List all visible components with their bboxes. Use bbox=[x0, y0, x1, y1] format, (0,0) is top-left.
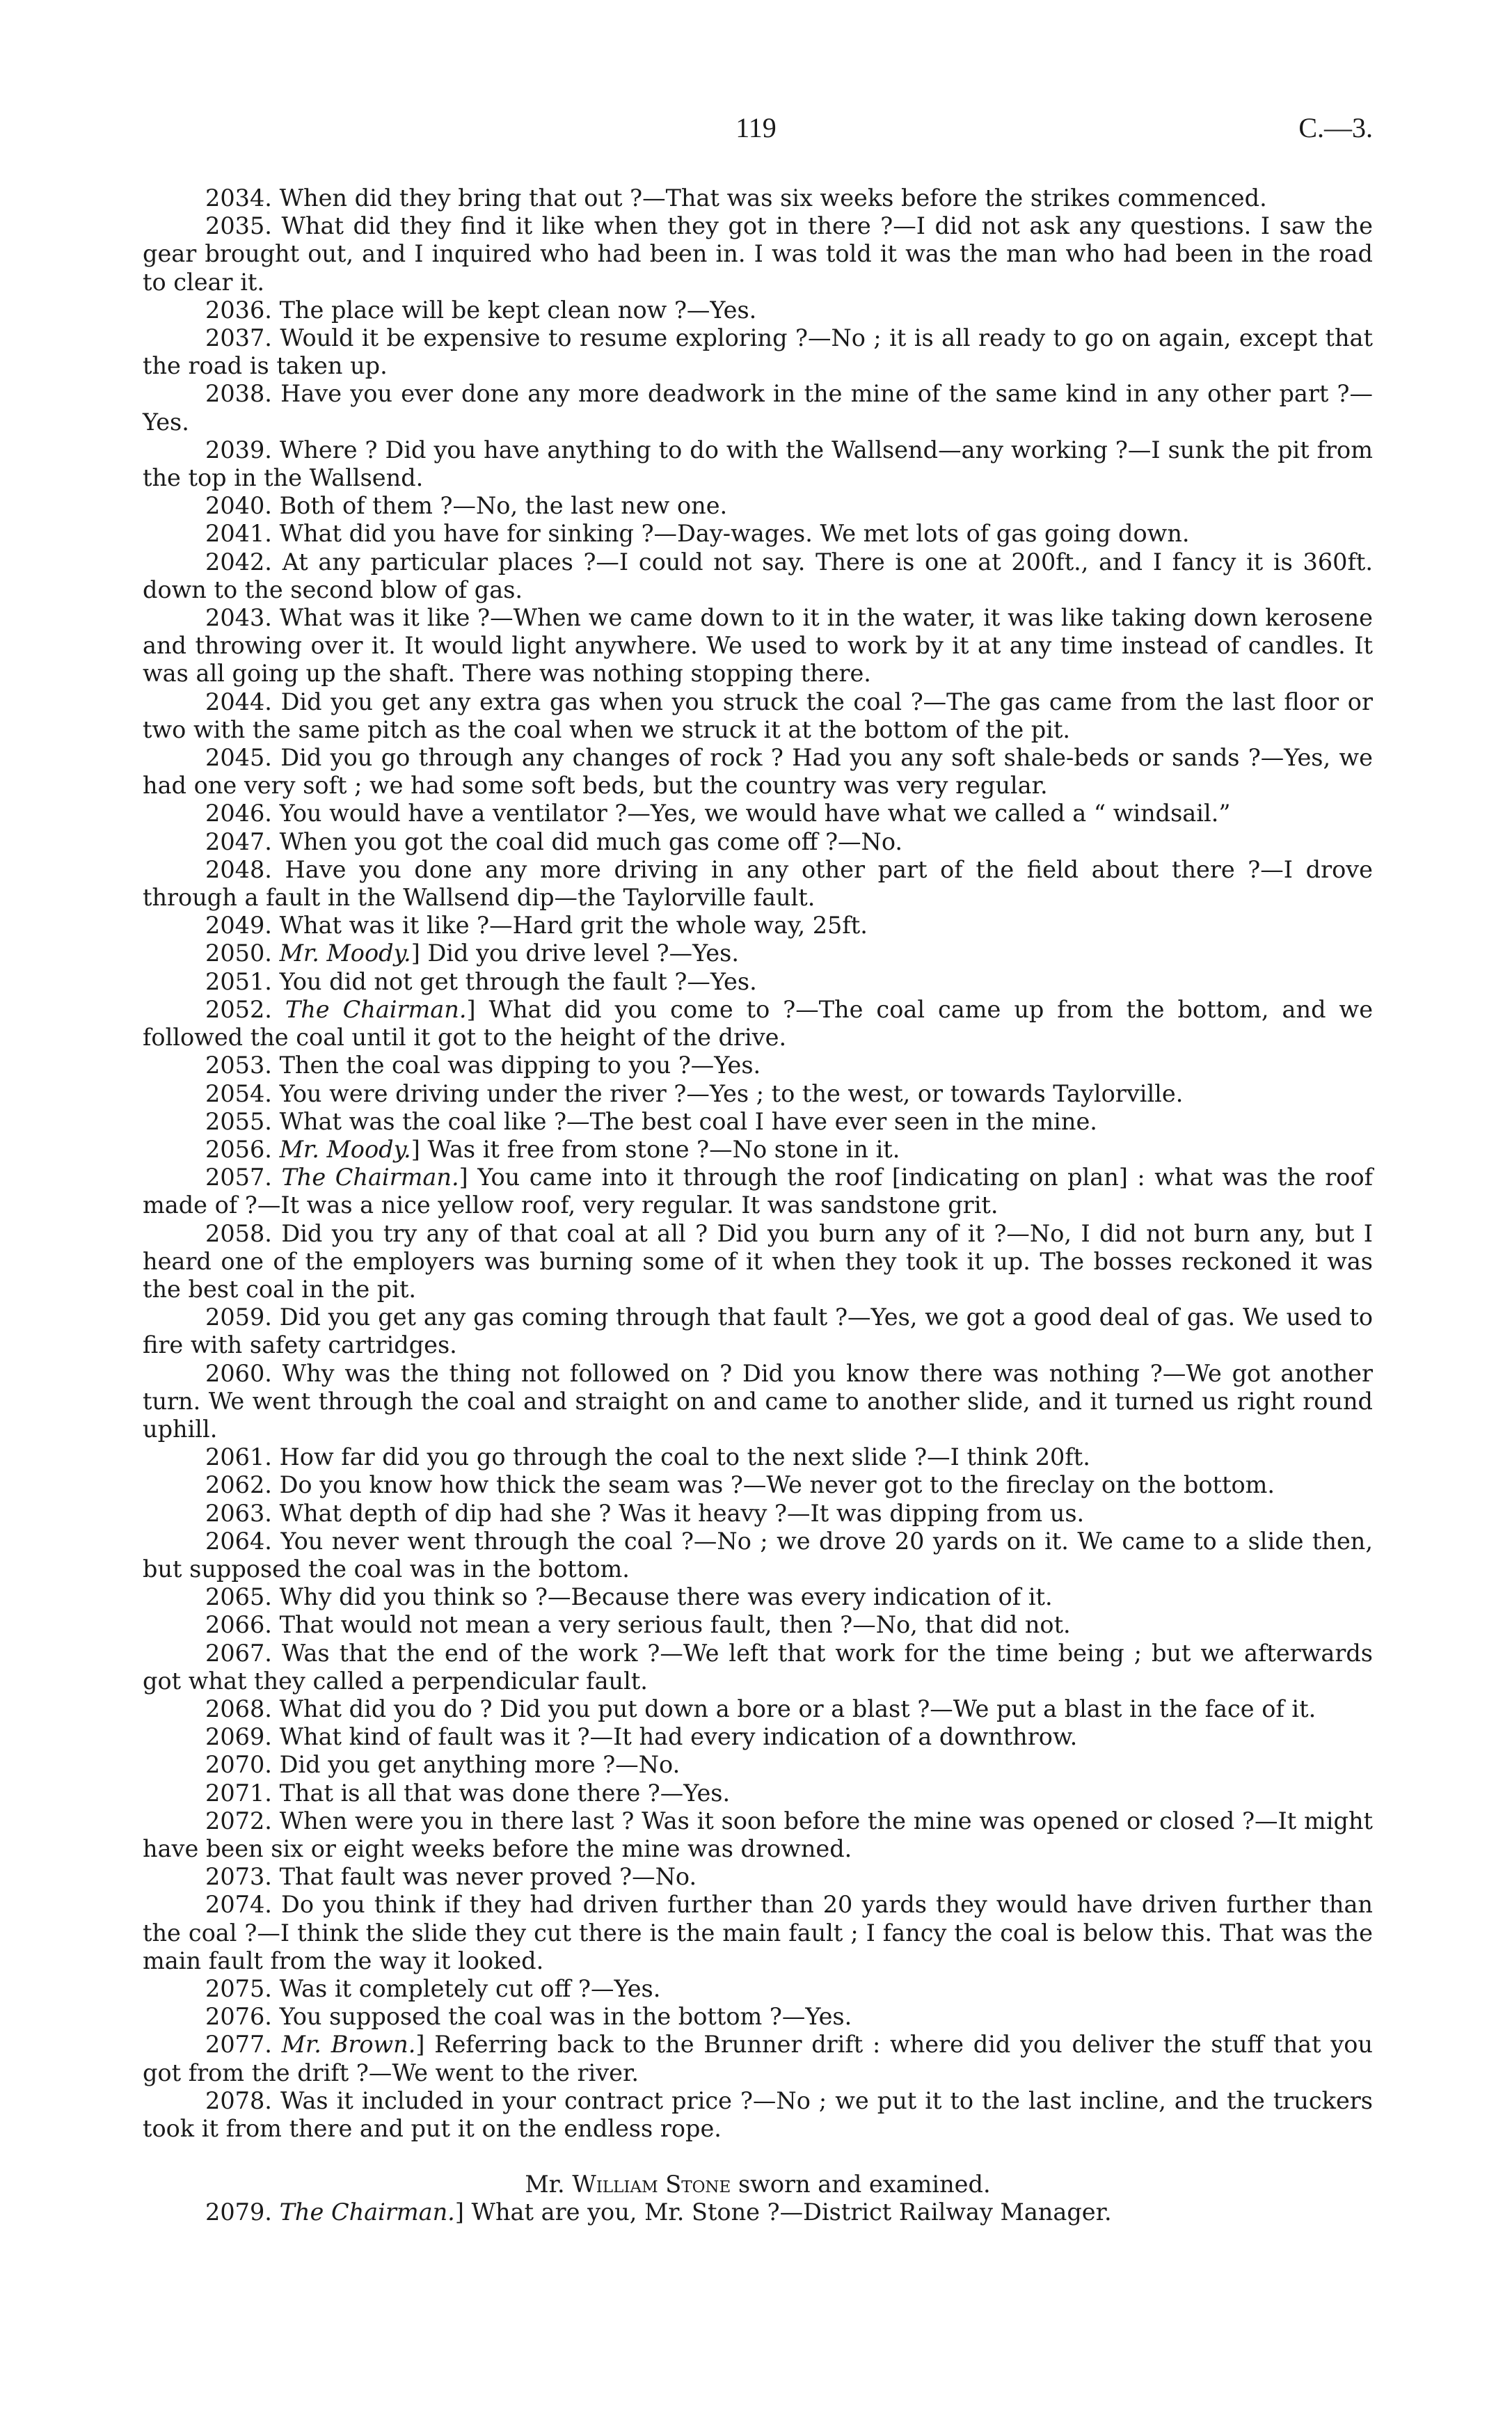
question-paragraph bbox=[143, 1640, 1373, 1695]
question-text: How far did you go through the coal to the next slide ?—I think 20ft. bbox=[279, 1443, 1090, 1471]
question-number: 2079. bbox=[205, 2198, 272, 2226]
question-paragraph: 2079. The Chairman.] What are you, Mr. Stone ?—District Railway Manager. bbox=[205, 2198, 1112, 2226]
question-number: 2038. bbox=[205, 380, 272, 408]
question-text: Did you go through any changes of rock ? Had you any soft shale-beds or sands ?—Yes, we had one very soft ; we had some soft beds, but the country was very regular. bbox=[143, 744, 1374, 800]
question-number: 2053. bbox=[205, 1052, 272, 1079]
question-paragraph bbox=[143, 1863, 1373, 1891]
question-number: 2039. bbox=[205, 436, 272, 463]
question-number: 2040. bbox=[205, 492, 272, 520]
question-text: You did not get through the fault ?—Yes. bbox=[279, 967, 757, 995]
question-paragraph bbox=[143, 1303, 1373, 1359]
question-text: That is all that was done there ?—Yes. bbox=[279, 1779, 731, 1807]
question-paragraph bbox=[143, 492, 1373, 520]
question-paragraph bbox=[143, 548, 1373, 604]
speaker-name: The Chairman. bbox=[281, 1164, 459, 1191]
question-text: You were driving under the river ?—Yes ; to the west, or towards Taylorville. bbox=[279, 1079, 1184, 1107]
question-list bbox=[143, 184, 1373, 2143]
question-text: Why was the thing not followed on ? Did you know there was nothing ?—We got another turn. We went through the coal and straight on and came to another slide, and it turned us right round uphill. bbox=[143, 1359, 1373, 1443]
question-number: 2064. bbox=[205, 1527, 272, 1555]
question-number: 2062. bbox=[205, 1471, 272, 1499]
question-number: 2059. bbox=[205, 1303, 272, 1331]
question-paragraph bbox=[143, 1471, 1373, 1499]
question-text: Do you think if they had driven further than 20 yards they would have driven further than the coal ?—I think the slide they cut there is the main fault ; I fancy the coal is below this. That was the main fault from the way it looked. bbox=[143, 1891, 1373, 1974]
question-text: You came into it through the roof [indicating on plan] : what was the roof made of ?—It was a nice yellow roof, very regular. It was sandstone grit. bbox=[143, 1164, 1374, 1219]
question-number: 2049. bbox=[205, 912, 272, 940]
question-paragraph bbox=[143, 1220, 1373, 1304]
question-text: Did you get any gas coming through that fault ?—Yes, we got a good deal of gas. We used to fire with safety cartridges. bbox=[143, 1303, 1373, 1359]
question-number: 2046. bbox=[205, 800, 272, 827]
question-text: Did you get anything more ?—No. bbox=[279, 1751, 681, 1779]
question-number: 2034. bbox=[205, 184, 272, 212]
question-paragraph: 2056. Mr. Moody.] Was it free from stone ?—No stone in it. bbox=[205, 1135, 900, 1163]
question-number: 2052. bbox=[205, 995, 272, 1023]
question-text: What did they find it like when they got in there ?—I did not ask any questions. I saw the gear brought out, and I inquired who had been in. I was told it was the man who had been in the road to clear it. bbox=[143, 212, 1373, 296]
question-number: 2051. bbox=[205, 967, 272, 995]
question-text: What are you, Mr. Stone ?—District Railway Manager. bbox=[471, 2198, 1112, 2226]
question-number: 2071. bbox=[205, 1779, 272, 1807]
question-text: You never went through the coal ?—No ; we drove 20 yards on it. We came to a slide then, but supposed the coal was in the bottom. bbox=[143, 1527, 1373, 1583]
question-paragraph bbox=[143, 1583, 1373, 1611]
question-paragraph bbox=[143, 968, 1373, 996]
question-number: 2056. bbox=[205, 1135, 272, 1163]
question-text: Was it completely cut off ?—Yes. bbox=[279, 1975, 661, 2002]
question-paragraph bbox=[143, 436, 1373, 492]
question-number: 2043. bbox=[205, 604, 272, 632]
question-text: The place will be kept clean now ?—Yes. bbox=[279, 296, 757, 324]
question-text: Would it be expensive to resume exploring ?—No ; it is all ready to go on again, except that the road is taken up. bbox=[143, 324, 1373, 380]
testimony-body bbox=[143, 184, 1373, 2227]
question-paragraph bbox=[143, 744, 1373, 800]
question-number: 2054. bbox=[205, 1079, 272, 1107]
question-text: You would have a ventilator ?—Yes, we would have what we called a “ windsail.” bbox=[279, 800, 1231, 827]
question-text: Have you done any more driving in any other part of the field about there ?—I drove through a fault in the Wallsend dip—the Taylorville fault. bbox=[143, 855, 1373, 912]
page-number: 119 bbox=[735, 112, 777, 143]
question-number: 2072. bbox=[205, 1807, 272, 1834]
question-number: 2078. bbox=[205, 2086, 272, 2114]
question-paragraph bbox=[143, 604, 1373, 688]
question-text: What was it like ?—Hard grit the whole way, 25ft. bbox=[279, 912, 868, 940]
question-number: 2067. bbox=[205, 1639, 272, 1667]
question-paragraph bbox=[143, 2003, 1373, 2031]
witness-name: William Stone bbox=[572, 2171, 731, 2198]
question-number: 2075. bbox=[205, 1975, 272, 2002]
question-text: You supposed the coal was in the bottom ?—Yes. bbox=[279, 2003, 852, 2031]
question-text: Why did you think so ?—Because there was every indication of it. bbox=[279, 1583, 1053, 1611]
question-number: 2073. bbox=[205, 1863, 272, 1891]
question-paragraph bbox=[143, 1807, 1373, 1863]
question-text: What did you do ? Did you put down a bore or a blast ?—We put a blast in the face of it. bbox=[279, 1695, 1316, 1722]
question-number: 2055. bbox=[205, 1107, 272, 1135]
question-text: When you got the coal did much gas come off ?—No. bbox=[279, 827, 903, 855]
question-number: 2045. bbox=[205, 744, 272, 772]
question-number: 2068. bbox=[205, 1695, 272, 1722]
question-paragraph bbox=[143, 212, 1373, 296]
question-paragraph bbox=[143, 1780, 1373, 1807]
question-number: 2066. bbox=[205, 1611, 272, 1639]
question-paragraph bbox=[143, 1443, 1373, 1471]
question-number: 2065. bbox=[205, 1583, 272, 1611]
question-text: Have you ever done any more deadwork in the mine of the same kind in any other part ?—Yes. bbox=[143, 380, 1373, 436]
question-number: 2048. bbox=[205, 855, 272, 883]
question-paragraph bbox=[143, 1975, 1373, 2003]
question-number: 2058. bbox=[205, 1219, 272, 1247]
question-text: Did you try any of that coal at all ? Did you burn any of it ?—No, I did not burn any, but I heard one of the employers was burning some of it when they took it up. The bosses reckoned it was the best coal in the pit. bbox=[143, 1219, 1373, 1303]
question-text: When did they bring that out ?—That was six weeks before the strikes commenced. bbox=[279, 184, 1267, 212]
question-paragraph: 2057. The Chairman.] You came into it through the roof [indicating on plan] : what was the roof made of ?—It was a nice yellow roof, very regular. It was sandstone grit. bbox=[143, 1164, 1374, 1219]
question-text: Both of them ?—No, the last new one. bbox=[279, 492, 728, 520]
speaker-name: Mr. Moody. bbox=[279, 940, 411, 967]
question-paragraph bbox=[143, 1891, 1373, 1975]
question-text: What depth of dip had she ? Was it heavy ?—It was dipping from us. bbox=[279, 1499, 1085, 1527]
question-paragraph bbox=[143, 184, 1373, 212]
question-paragraph bbox=[143, 380, 1373, 436]
witness-sworn-text: sworn and examined. bbox=[738, 2171, 991, 2198]
question-number: 2077. bbox=[205, 2031, 272, 2059]
question-number: 2035. bbox=[205, 212, 272, 240]
question-paragraph: 2050. Mr. Moody.] Did you drive level ?—Yes. bbox=[205, 940, 739, 967]
question-number: 2060. bbox=[205, 1359, 272, 1387]
question-paragraph bbox=[143, 1723, 1373, 1751]
question-text: That fault was never proved ?—No. bbox=[279, 1863, 697, 1891]
question-text: Did you drive level ?—Yes. bbox=[427, 940, 739, 967]
page-header bbox=[139, 111, 1373, 153]
document-reference: C.—3. bbox=[1298, 112, 1373, 143]
question-number: 2069. bbox=[205, 1723, 272, 1751]
question-paragraph bbox=[143, 324, 1373, 380]
question-number: 2037. bbox=[205, 324, 272, 352]
speaker-name: Mr. Brown. bbox=[281, 2031, 416, 2059]
question-paragraph bbox=[143, 1751, 1373, 1779]
question-text: Then the coal was dipping to you ?—Yes. bbox=[279, 1052, 761, 1079]
question-paragraph: 2077. Mr. Brown.] Referring back to the Brunner drift : where did you deliver the stuff that you got from the drift ?—We went to the river. bbox=[143, 2031, 1374, 2086]
question-paragraph bbox=[143, 1611, 1373, 1639]
question-number: 2057. bbox=[205, 1164, 272, 1191]
question-text: Referring back to the Brunner drift : where did you deliver the stuff that you got from the drift ?—We went to the river. bbox=[143, 2031, 1374, 2086]
question-text: What did you come to ?—The coal came up from the bottom, and we followed the coal until it got to the height of the drive. bbox=[143, 995, 1374, 1052]
question-paragraph bbox=[143, 688, 1373, 744]
question-text: When were you in there last ? Was it soon before the mine was opened or closed ?—It might have been six or eight weeks before the mine was drowned. bbox=[143, 1807, 1373, 1862]
question-paragraph bbox=[143, 296, 1373, 324]
speaker-name: The Chairman. bbox=[285, 995, 467, 1023]
question-number: 2042. bbox=[205, 548, 272, 576]
question-paragraph bbox=[143, 520, 1373, 548]
question-paragraph bbox=[143, 800, 1373, 827]
question-paragraph bbox=[143, 1695, 1373, 1723]
question-text: Where ? Did you have anything to do with the Wallsend—any working ?—I sunk the pit from the top in the Wallsend. bbox=[143, 436, 1373, 492]
question-number: 2063. bbox=[205, 1499, 272, 1527]
question-number: 2044. bbox=[205, 688, 272, 715]
question-text: Did you get any extra gas when you struck the coal ?—The gas came from the last floor or two with the same pitch as the coal when we struck it at the bottom of the pit. bbox=[143, 688, 1373, 743]
witness-prefix: Mr. bbox=[525, 2171, 565, 2198]
question-paragraph bbox=[143, 1080, 1373, 1108]
question-paragraph bbox=[143, 828, 1373, 856]
question-number: 2070. bbox=[205, 1751, 272, 1779]
question-text: What was the coal like ?—The best coal I have ever seen in the mine. bbox=[279, 1107, 1097, 1135]
question-text: Was it included in your contract price ?—No ; we put it to the last incline, and the truckers took it from there and put it on the endless rope. bbox=[143, 2086, 1373, 2143]
question-text: Was that the end of the work ?—We left that work for the time being ; but we afterwards got what they called a perpendicular fault. bbox=[143, 1639, 1373, 1695]
speaker-name: Mr. Moody. bbox=[279, 1135, 411, 1163]
question-number: 2036. bbox=[205, 296, 272, 324]
question-text: What kind of fault was it ?—It had every indication of a downthrow. bbox=[279, 1723, 1078, 1751]
question-paragraph: 2052. The Chairman.] What did you come to ?—The coal came up from the bottom, and we followed the coal until it got to the height of the drive. bbox=[143, 995, 1374, 1052]
question-paragraph bbox=[143, 1360, 1373, 1444]
question-number: 2076. bbox=[205, 2003, 272, 2031]
question-paragraph bbox=[143, 2087, 1373, 2143]
question-text: Was it free from stone ?—No stone in it. bbox=[427, 1135, 900, 1163]
question-paragraph bbox=[143, 912, 1373, 940]
question-text: What was it like ?—When we came down to it in the water, it was like taking down kerosene and throwing over it. It would light anywhere. We used to work by it at any time instead of candles. It was all going up the shaft. There was nothing stopping there. bbox=[143, 604, 1373, 688]
question-text: That would not mean a very serious fault, then ?—No, that did not. bbox=[279, 1611, 1071, 1639]
question-paragraph bbox=[143, 1052, 1373, 1079]
question-text: What did you have for sinking ?—Day-wages. We met lots of gas going down. bbox=[279, 520, 1190, 548]
question-text: Do you know how thick the seam was ?—We never got to the fireclay on the bottom. bbox=[279, 1471, 1275, 1499]
question-number: 2047. bbox=[205, 827, 272, 855]
speaker-name: The Chairman. bbox=[279, 2198, 455, 2226]
question-paragraph bbox=[143, 1528, 1373, 1583]
question-paragraph bbox=[143, 1108, 1373, 1136]
question-paragraph bbox=[143, 856, 1373, 912]
question-number: 2074. bbox=[205, 1891, 272, 1919]
question-number: 2061. bbox=[205, 1443, 272, 1471]
witness-sworn-line bbox=[143, 2171, 1373, 2198]
question-text: At any particular places ?—I could not say. There is one at 200ft., and I fancy it is 360ft. down to the second blow of gas. bbox=[143, 548, 1373, 603]
question-paragraph bbox=[143, 1500, 1373, 1528]
question-number: 2041. bbox=[205, 520, 272, 548]
question-number: 2050. bbox=[205, 940, 272, 967]
